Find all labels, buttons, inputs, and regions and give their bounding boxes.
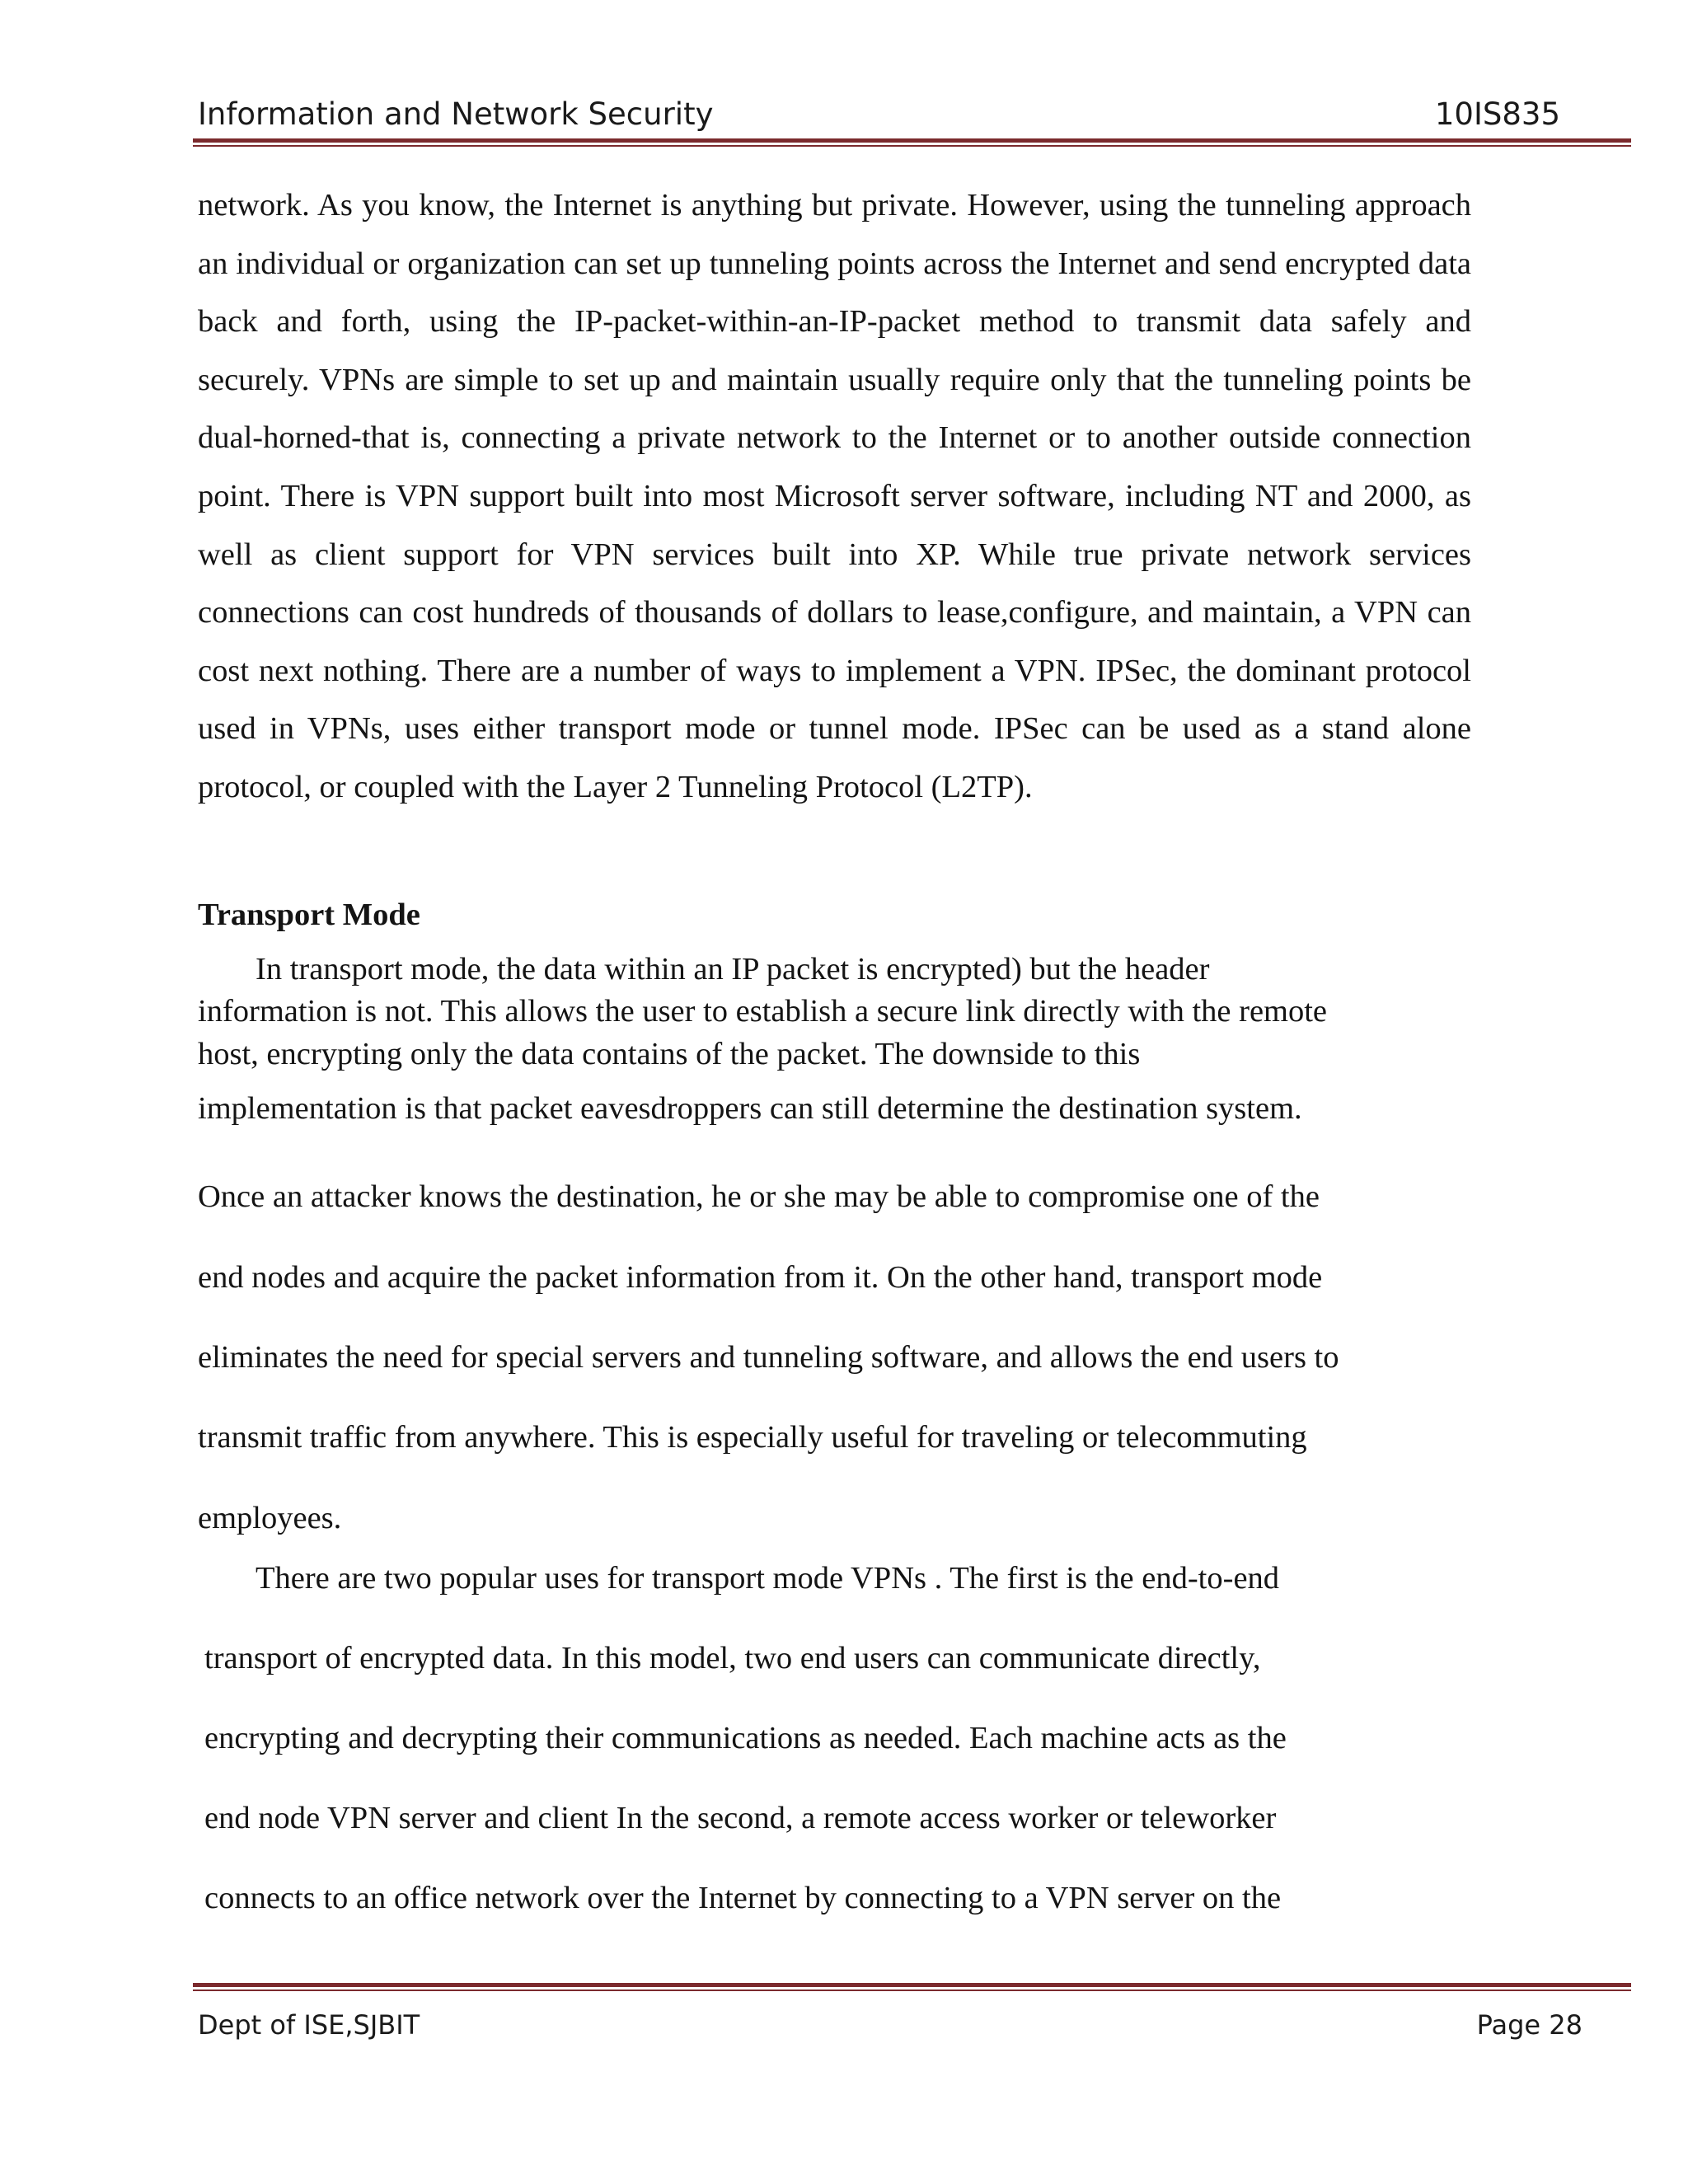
text-line: transport of encrypted data. In this model, two end users can communicate directly,: [204, 1641, 1261, 1675]
footer-rule-thin: [193, 1990, 1631, 1991]
text-line: end nodes and acquire the packet information from it. On the other hand, transport mode: [198, 1260, 1323, 1295]
header-title: Information and Network Security: [198, 96, 714, 132]
text-line: encrypting and decrypting their communications as needed. Each machine acts as the: [204, 1721, 1287, 1755]
footer-rule: [193, 1983, 1631, 1987]
footer-department: Dept of ISE,SJBIT: [198, 2009, 420, 2041]
text-line: information is not. This allows the user to establish a secure link directly with the remote: [198, 994, 1328, 1029]
text-line: There are two popular uses for transport mode VPNs . The first is the end-to-end: [256, 1561, 1280, 1596]
text-line: connects to an office network over the Internet by connecting to a VPN server on the: [204, 1881, 1282, 1915]
text-line: transmit traffic from anywhere. This is especially useful for traveling or telecommuting: [198, 1420, 1307, 1455]
text-line: employees.: [198, 1501, 342, 1535]
header-course-code: 10IS835: [1434, 96, 1560, 132]
text-line: end node VPN server and client In the second, a remote access worker or teleworker: [204, 1801, 1277, 1835]
text-line: host, encrypting only the data contains of the packet. The downside to this: [198, 1037, 1141, 1071]
text-line: eliminates the need for special servers and tunneling software, and allows the end users to: [198, 1340, 1339, 1375]
header-rule-thin: [193, 145, 1631, 147]
line-text: In transport mode, the data within an IP packet is encrypted) but the header: [256, 952, 1210, 987]
text-line: implementation is that packet eavesdroppers can still determine the destination system.: [198, 1091, 1302, 1126]
body-paragraph: network. As you know, the Internet is anything but private. However, using the tunneling approach an individual or organization can set up tunneling points across the Internet and send encrypted data back and forth, using the IP-packet-within-an-IP-packet method to transmit data safely and securely. VPNs are simple to set up and maintain usually require only that the tunneling points be dual-horned-that is, connecting a private network to the Internet or to another outside connection point. There is VPN support built into most Microsoft server software, including NT and 2000, as well as client support for VPN services built into XP. While true private network services connections can cost hundreds of thousands of dollars to lease,configure, and maintain, a VPN can cost next nothing. There are a number of ways to implement a VPN. IPSec, the dominant protocol used in VPNs, uses either transport mode or tunnel mode. IPSec can be used as a stand alone protocol, or coupled with the Layer 2 Tunneling Protocol (L2TP).: [198, 188, 1471, 804]
header-rule: [193, 138, 1631, 143]
footer-page-number: Page 28: [1476, 2009, 1582, 2041]
section-heading: Transport Mode: [198, 898, 420, 932]
text-line: Once an attacker knows the destination, he or she may be able to compromise one of the: [198, 1179, 1320, 1214]
text-line: [256, 951, 1372, 987]
